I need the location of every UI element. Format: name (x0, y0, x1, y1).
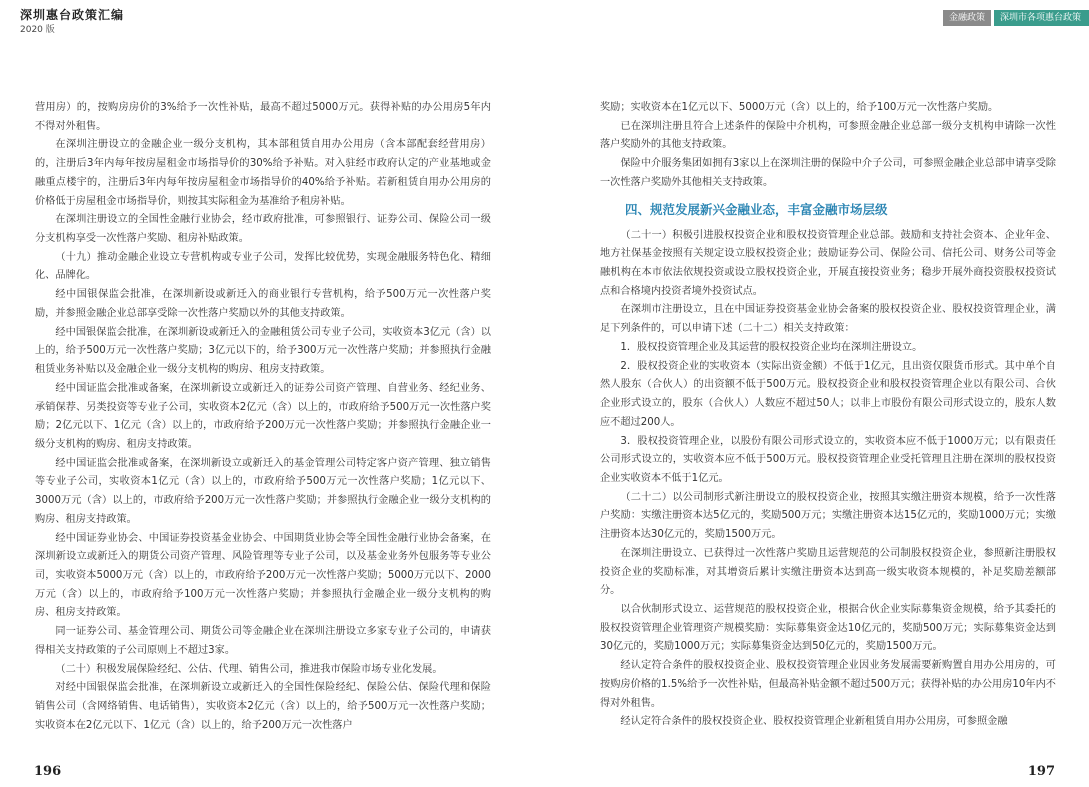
paragraph: （二十一）积极引进股权投资企业和股权投资管理企业总部。鼓励和支持社会资本、企业年金、地方社保基金按照有关规定设立股权投资企业；鼓励证券公司、保险公司、信托公司、财务公司等金融机构在本市依法依规投资或设立股权投资企业，开展直接投资业务；稳步开展外商投资股权投资试点和合格境内投资者境外投资试点。 (600, 229, 1056, 297)
paragraph: 保险中介服务集团如拥有3家以上在深圳注册的保险中介子公司，可参照金融企业总部申请享受除一次性落户奖励外其他相关支持政策。 (600, 158, 1056, 188)
paragraph: 2．股权投资企业的实收资本（实际出资金额）不低于1亿元，且出资仅限货币形式。其中单个自然人股东（合伙人）的出资额不低于500万元。股权投资企业和股权投资管理企业以有限公司、合伙企业形式设立的，股东（合伙人）人数应不超过50人；以非上市股份有限公司形式设立的，股东人数应不超过200人。 (600, 360, 1056, 428)
paragraph: 经中国银保监会批准，在深圳新设或新迁入的商业银行专营机构，给予500万元一次性落户奖励，并参照金融企业总部享受除一次性落户奖励以外的其他支持政策。 (35, 289, 491, 319)
tab-subcategory: 深圳市各项惠台政策 (994, 10, 1089, 26)
book-title: 深圳惠台政策汇编 (20, 8, 125, 22)
paragraph: 3．股权投资管理企业，以股份有限公司形式设立的，实收资本应不低于1000万元；以有限责任公司形式设立的，实收资本应不低于500万元。股权投资管理企业受托管理且注册在深圳的股权投资企业实收资本不低于1亿元。 (600, 435, 1056, 484)
paragraph: 经中国银保监会批准，在深圳新设或新迁入的金融租赁公司专业子公司，实收资本3亿元（含）以上的，给予500万元一次性落户奖励；3亿元以下的，给予300万元一次性落户奖励；并参照执行金融租赁业务补贴以及金融企业一级分支机构的购房、租房支持政策。 (35, 326, 491, 376)
paragraph: 经中国证监会批准或备案，在深圳新设立或新迁入的证券公司资产管理、自营业务、经纪业务、承销保荐、另类投资等专业子公司，实收资本2亿元（含）以上的，市政府给予500万元一次性落户奖励；2亿元以下、1亿元（含）以上的，市政府给予200万元一次性落户奖励；并参照执行金融企业一级分支机构的购房、租房支持政策。 (35, 382, 491, 450)
page-number-right: 197 (1027, 764, 1055, 779)
right-page-body (600, 99, 1056, 732)
paragraph: 经中国证券业协会、中国证券投资基金业协会、中国期货业协会等全国性金融行业协会备案，在深圳新设立或新迁入的期货公司资产管理、风险管理等专业子公司，以及基金业务外包服务等专业公司，实收资本5000万元（含）以上的，市政府给予200万元一次性落户奖励；5000万元以下、2000万元（含）以上的，市政府给予100万元一次性落户奖励；并参照执行金融企业一级分支机构的购房、租房支持政策。 (35, 532, 491, 619)
paragraph: 在深圳注册设立、已获得过一次性落户奖励且运营规范的公司制股权投资企业，参照新注册股权投资企业的奖励标准，对其增资后累计实缴注册资本达到高一级实收资本规模的，补足奖励差额部分。 (600, 547, 1056, 597)
paragraph: （二十）积极发展保险经纪、公估、代理、销售公司，推进我市保险市场专业化发展。 (55, 663, 443, 675)
section-heading: 四、规范发展新兴金融业态，丰富金融市场层级 (625, 201, 888, 217)
left-page-body (35, 99, 491, 735)
paragraph: 对经中国银保监会批准，在深圳新设立或新迁入的全国性保险经纪、保险公估、保险代理和保险销售公司（含网络销售、电话销售），实收资本2亿元（含）以上的，给予500万元一次性落户奖励；实收资本在2亿元以下、1亿元（含）以上的，给予200万元一次性落户 (35, 682, 491, 731)
section-tabs (943, 10, 1089, 26)
paragraph: 经认定符合条件的股权投资企业、股权投资管理企业因业务发展需要新购置自用办公用房的，可按购房价格的1.5%给予一次性补贴，但最高补贴金额不超过500万元；获得补贴的办公用房10年内不得对外租售。 (600, 660, 1056, 709)
paragraph: （十九）推动金融企业设立专营机构或专业子公司，发挥比较优势，实现金融服务特色化、精细化、品牌化。 (35, 251, 491, 282)
paragraph: 在深圳注册设立的金融企业一级分支机构，其本部租赁自用办公用房（含本部配套经营用房）的，注册后3年内每年按房屋租金市场指导价的30%给予补贴。对入驻经市政府认定的产业基地或金融重点楼宇的，注册后3年内每年按房屋租金市场指导价的40%给予补贴。若新租赁自用办公用房的价格低于房屋租金市场指导价，则按其实际租金为基准给予租房补贴。 (35, 139, 491, 207)
page-number-left: 196 (34, 764, 62, 779)
paragraph: 以合伙制形式设立、运营规范的股权投资企业，根据合伙企业实际募集资金规模，给予其委托的股权投资管理企业管理资产规模奖励：实际募集资金达10亿元的，奖励500万元；实际募集资金达到30亿元的，奖励1000万元；实际募集资金达到50亿元的，奖励1500万元。 (600, 603, 1056, 653)
paragraph: 经认定符合条件的股权投资企业、股权投资管理企业新租赁自用办公用房，可参照金融 (620, 716, 1008, 728)
paragraph: 营用房）的，按购房房价的3%给予一次性补贴，最高不超过5000万元。获得补贴的办公用房5年内不得对外租售。 (35, 102, 491, 132)
book-edition-year: 2020 版 (20, 25, 55, 35)
paragraph: 在深圳注册设立的全国性金融行业协会，经市政府批准，可参照银行、证券公司、保险公司一级分支机构享受一次性落户奖励、租房补贴政策。 (35, 214, 491, 245)
paragraph: 同一证券公司、基金管理公司、期货公司等金融企业在深圳注册设立多家专业子公司的，申请获得相关支持政策的子公司原则上不超过3家。 (35, 626, 491, 656)
paragraph: 奖励；实收资本在1亿元以下、5000万元（含）以上的，给予100万元一次性落户奖励。 (600, 102, 999, 113)
paragraph: 1．股权投资管理企业及其运营的股权投资企业均在深圳注册设立。 (620, 341, 923, 353)
paragraph: 在深圳市注册设立，且在中国证券投资基金业协会备案的股权投资企业、股权投资管理企业，满足下列条件的，可以申请下述（二十二）相关支持政策： (600, 304, 1056, 335)
paragraph: 已在深圳注册且符合上述条件的保险中介机构，可参照金融企业总部一级分支机构申请除一次性落户奖励外的其他支持政策。 (600, 120, 1056, 151)
paragraph: （二十二）以公司制形式新注册设立的股权投资企业，按照其实缴注册资本规模，给予一次性落户奖励：实缴注册资本达5亿元的，奖励500万元；实缴注册资本达15亿元的，奖励1000万元；实缴注册资本达30亿元的，奖励1500万元。 (600, 491, 1056, 541)
paragraph: 经中国证监会批准或备案，在深圳新设立或新迁入的基金管理公司特定客户资产管理、独立销售等专业子公司，实收资本1亿元（含）以上的，市政府给予500万元一次性落户奖励；1亿元以下、3000万元（含）以上的，市政府给予200万元一次性落户奖励；并参照执行金融企业一级分支机构的购房、租房支持政策。 (35, 457, 491, 525)
tab-category: 金融政策 (943, 10, 991, 26)
